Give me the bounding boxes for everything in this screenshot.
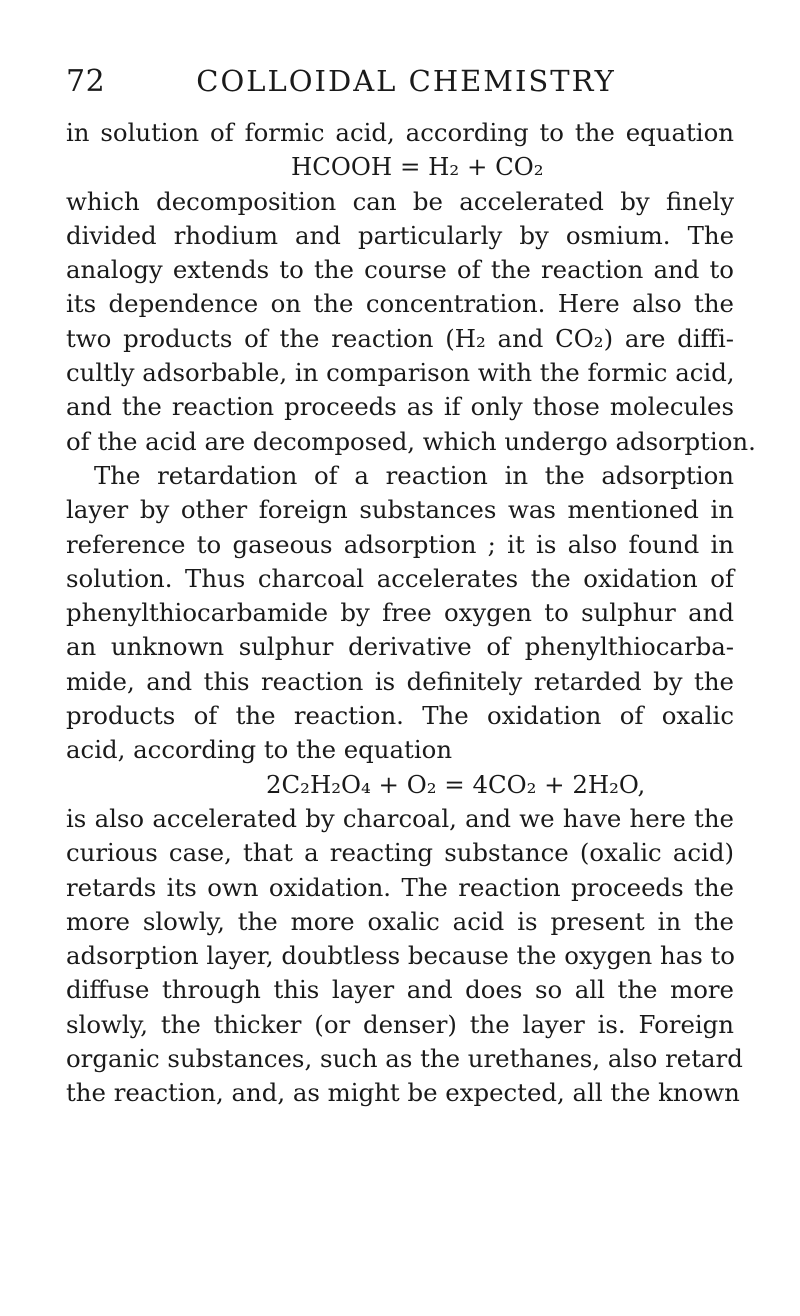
text-line: more slowly, the more oxalic acid is present in the xyxy=(66,906,734,936)
text-line: retards its own oxidation. The reaction proceeds the xyxy=(66,872,734,902)
text-line: analogy extends to the course of the reaction and to xyxy=(66,255,734,285)
text-line: solution. Thus charcoal accelerates the oxidation of xyxy=(66,563,734,593)
text-line: curious case, that a reacting substance (oxalic acid) xyxy=(66,838,734,868)
text-line: the reaction, and, as might be expected, all the known xyxy=(66,1078,740,1108)
text-line: layer by other foreign substances was mentioned in xyxy=(66,495,734,525)
text-line: cultly adsorbable, in comparison with the formic acid, xyxy=(66,358,735,388)
text-line: in solution of formic acid, according to the equation xyxy=(66,118,734,147)
text-line: mide, and this reaction is definitely retarded by the xyxy=(66,666,734,696)
text-line: and the reaction proceeds as if only those molecules xyxy=(66,392,734,422)
text-line: which decomposition can be accelerated by finely xyxy=(66,186,734,216)
paragraph-start: The retardation of a reaction in the adsorption xyxy=(94,460,734,490)
text-line: acid, according to the equation xyxy=(66,735,453,765)
text-line: of the acid are decomposed, which undergo adsorption. xyxy=(66,426,756,456)
text-line: products of the reaction. The oxidation of oxalic xyxy=(66,701,734,731)
text-line: divided rhodium and particularly by osmium. The xyxy=(66,220,734,250)
text-line: adsorption layer, doubtless because the oxygen has to xyxy=(66,941,735,971)
text-line: its dependence on the concentration. Here also the xyxy=(66,289,734,319)
text-line: organic substances, such as the urethanes, also retard xyxy=(66,1044,743,1074)
equation-formic-acid: HCOOH = H₂ + CO₂ xyxy=(291,152,544,182)
text-line: is also accelerated by charcoal, and we have here the xyxy=(66,803,734,833)
body-text xyxy=(66,116,756,1111)
text-line: phenylthiocarbamide by free oxygen to sulphur and xyxy=(66,598,734,628)
page-header xyxy=(0,62,800,102)
text-line: reference to gaseous adsorption ; it is also found in xyxy=(66,529,734,559)
text-line: slowly, the thicker (or denser) the layer is. Foreign xyxy=(66,1009,734,1039)
text-line: two products of the reaction (H₂ and CO₂) are diffi- xyxy=(66,323,734,353)
page-number: 72 xyxy=(66,64,106,99)
equation-oxalic-acid: 2C₂H₂O₄ + O₂ = 4CO₂ + 2H₂O, xyxy=(266,769,646,799)
text-line: diffuse through this layer and does so all the more xyxy=(66,975,734,1005)
running-title: COLLOIDAL CHEMISTRY xyxy=(196,64,616,98)
text-line: an unknown sulphur derivative of phenylthiocarba- xyxy=(66,632,734,662)
